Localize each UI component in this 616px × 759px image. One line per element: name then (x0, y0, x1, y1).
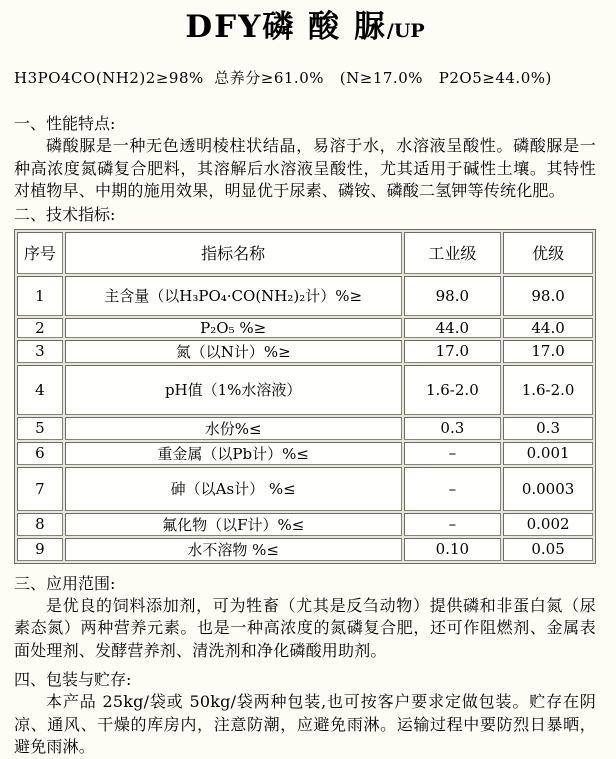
table-row (17, 513, 593, 536)
indicators-table (14, 229, 596, 564)
cell-industrial-value: 98.0 (404, 276, 502, 316)
cell-index: 5 (17, 417, 63, 440)
table-header-industrial-grade: 工业级 (404, 232, 502, 274)
cell-indicator-name: 主含量（以H₃PO₄·CO(NH₂)₂计）%≥ (65, 276, 402, 316)
cell-industrial-value: 44.0 (404, 318, 502, 338)
table-row (17, 318, 593, 338)
cell-index: 8 (17, 513, 63, 536)
cell-index: 6 (17, 442, 63, 465)
cell-industrial-value: 1.6-2.0 (404, 365, 502, 415)
cell-premium-value: 0.3 (503, 417, 593, 440)
section-heading-indicators: 二、技术指标: (14, 204, 116, 224)
page-title-suffix: /UP (386, 20, 425, 42)
table-row (17, 467, 593, 511)
table-header-row (17, 232, 593, 274)
table-row (17, 417, 593, 440)
cell-indicator-name: P₂O₅ %≥ (65, 318, 402, 338)
cell-premium-value: 0.002 (503, 513, 593, 536)
cell-indicator-name: 重金属（以Pb计）%≤ (65, 442, 402, 465)
cell-indicator-name: 水份%≤ (65, 417, 402, 440)
cell-indicator-name: pH值（1%水溶液） (65, 365, 402, 415)
cell-industrial-value: 17.0 (404, 340, 502, 363)
page-title (14, 6, 596, 52)
cell-premium-value: 98.0 (503, 276, 593, 316)
cell-index: 2 (17, 318, 63, 338)
table-row (17, 276, 593, 316)
table-row (17, 340, 593, 363)
section-heading-performance: 一、性能特点: (14, 114, 116, 133)
cell-premium-value: 0.0003 (503, 467, 593, 511)
formula-line: H3PO4CO(NH2)2≥98% 总养分≥61.0% (N≥17.0% P2O5≥44.0%) (14, 69, 552, 87)
cell-premium-value: 0.001 (503, 442, 593, 465)
section-body-performance: 磷酸脲是一种无色透明棱柱状结晶，易溶于水，水溶液呈酸性。磷酸脲是一种高浓度氮磷复合肥料，其溶解后水溶液呈酸性，尤其适用于碱性土壤。其特性对植物早、中期的施用效果，明显优于尿素、磷铵、磷酸二氢钾等传统化肥。 (14, 136, 596, 200)
cell-industrial-value: – (404, 442, 502, 465)
table-header-premium-grade: 优级 (503, 232, 593, 274)
table-row (17, 365, 593, 415)
table-row (17, 442, 593, 465)
table-row (17, 538, 593, 561)
cell-industrial-value: – (404, 513, 502, 536)
cell-index: 3 (17, 340, 63, 363)
cell-industrial-value: – (404, 467, 502, 511)
cell-industrial-value: 0.3 (404, 417, 502, 440)
page-title-main: DFY磷 酸 脲 (185, 9, 387, 45)
cell-indicator-name: 氟化物（以F计）%≤ (65, 513, 402, 536)
section-body-application: 是优良的饲料添加剂，可为牲畜（尤其是反刍动物）提供磷和非蛋白氮（尿素态氮）两种营养元素。也是一种高浓度的氮磷复合肥，还可作阻燃剂、金属表面处理剂、发酵营养剂、清洗剂和净化磷酸用助剂。 (14, 595, 596, 660)
cell-premium-value: 1.6-2.0 (503, 365, 593, 415)
cell-index: 9 (17, 538, 63, 561)
table-header-name: 指标名称 (65, 232, 402, 274)
cell-indicator-name: 砷（以As计） %≤ (65, 467, 402, 511)
cell-indicator-name: 氮（以N计）%≥ (65, 340, 402, 363)
cell-industrial-value: 0.10 (404, 538, 502, 561)
cell-premium-value: 17.0 (503, 340, 593, 363)
cell-indicator-name: 水不溶物 %≤ (65, 538, 402, 561)
section-body-packaging: 本产品 25kg/袋或 50kg/袋两种包装,也可按客户要求定做包装。贮存在阴凉、通风、干燥的库房内，注意防潮，应避免雨淋。运输过程中要防烈日暴晒，避免雨淋。 (14, 692, 596, 756)
cell-index: 4 (17, 365, 63, 415)
cell-index: 7 (17, 467, 63, 511)
spacer (14, 564, 596, 572)
table-header-index: 序号 (17, 232, 63, 274)
cell-premium-value: 44.0 (503, 318, 593, 338)
section-heading-application: 三、应用范围: (14, 573, 116, 593)
cell-index: 1 (17, 276, 63, 316)
section-heading-packaging: 四、包装与贮存: (14, 670, 132, 689)
cell-premium-value: 0.05 (503, 538, 593, 561)
